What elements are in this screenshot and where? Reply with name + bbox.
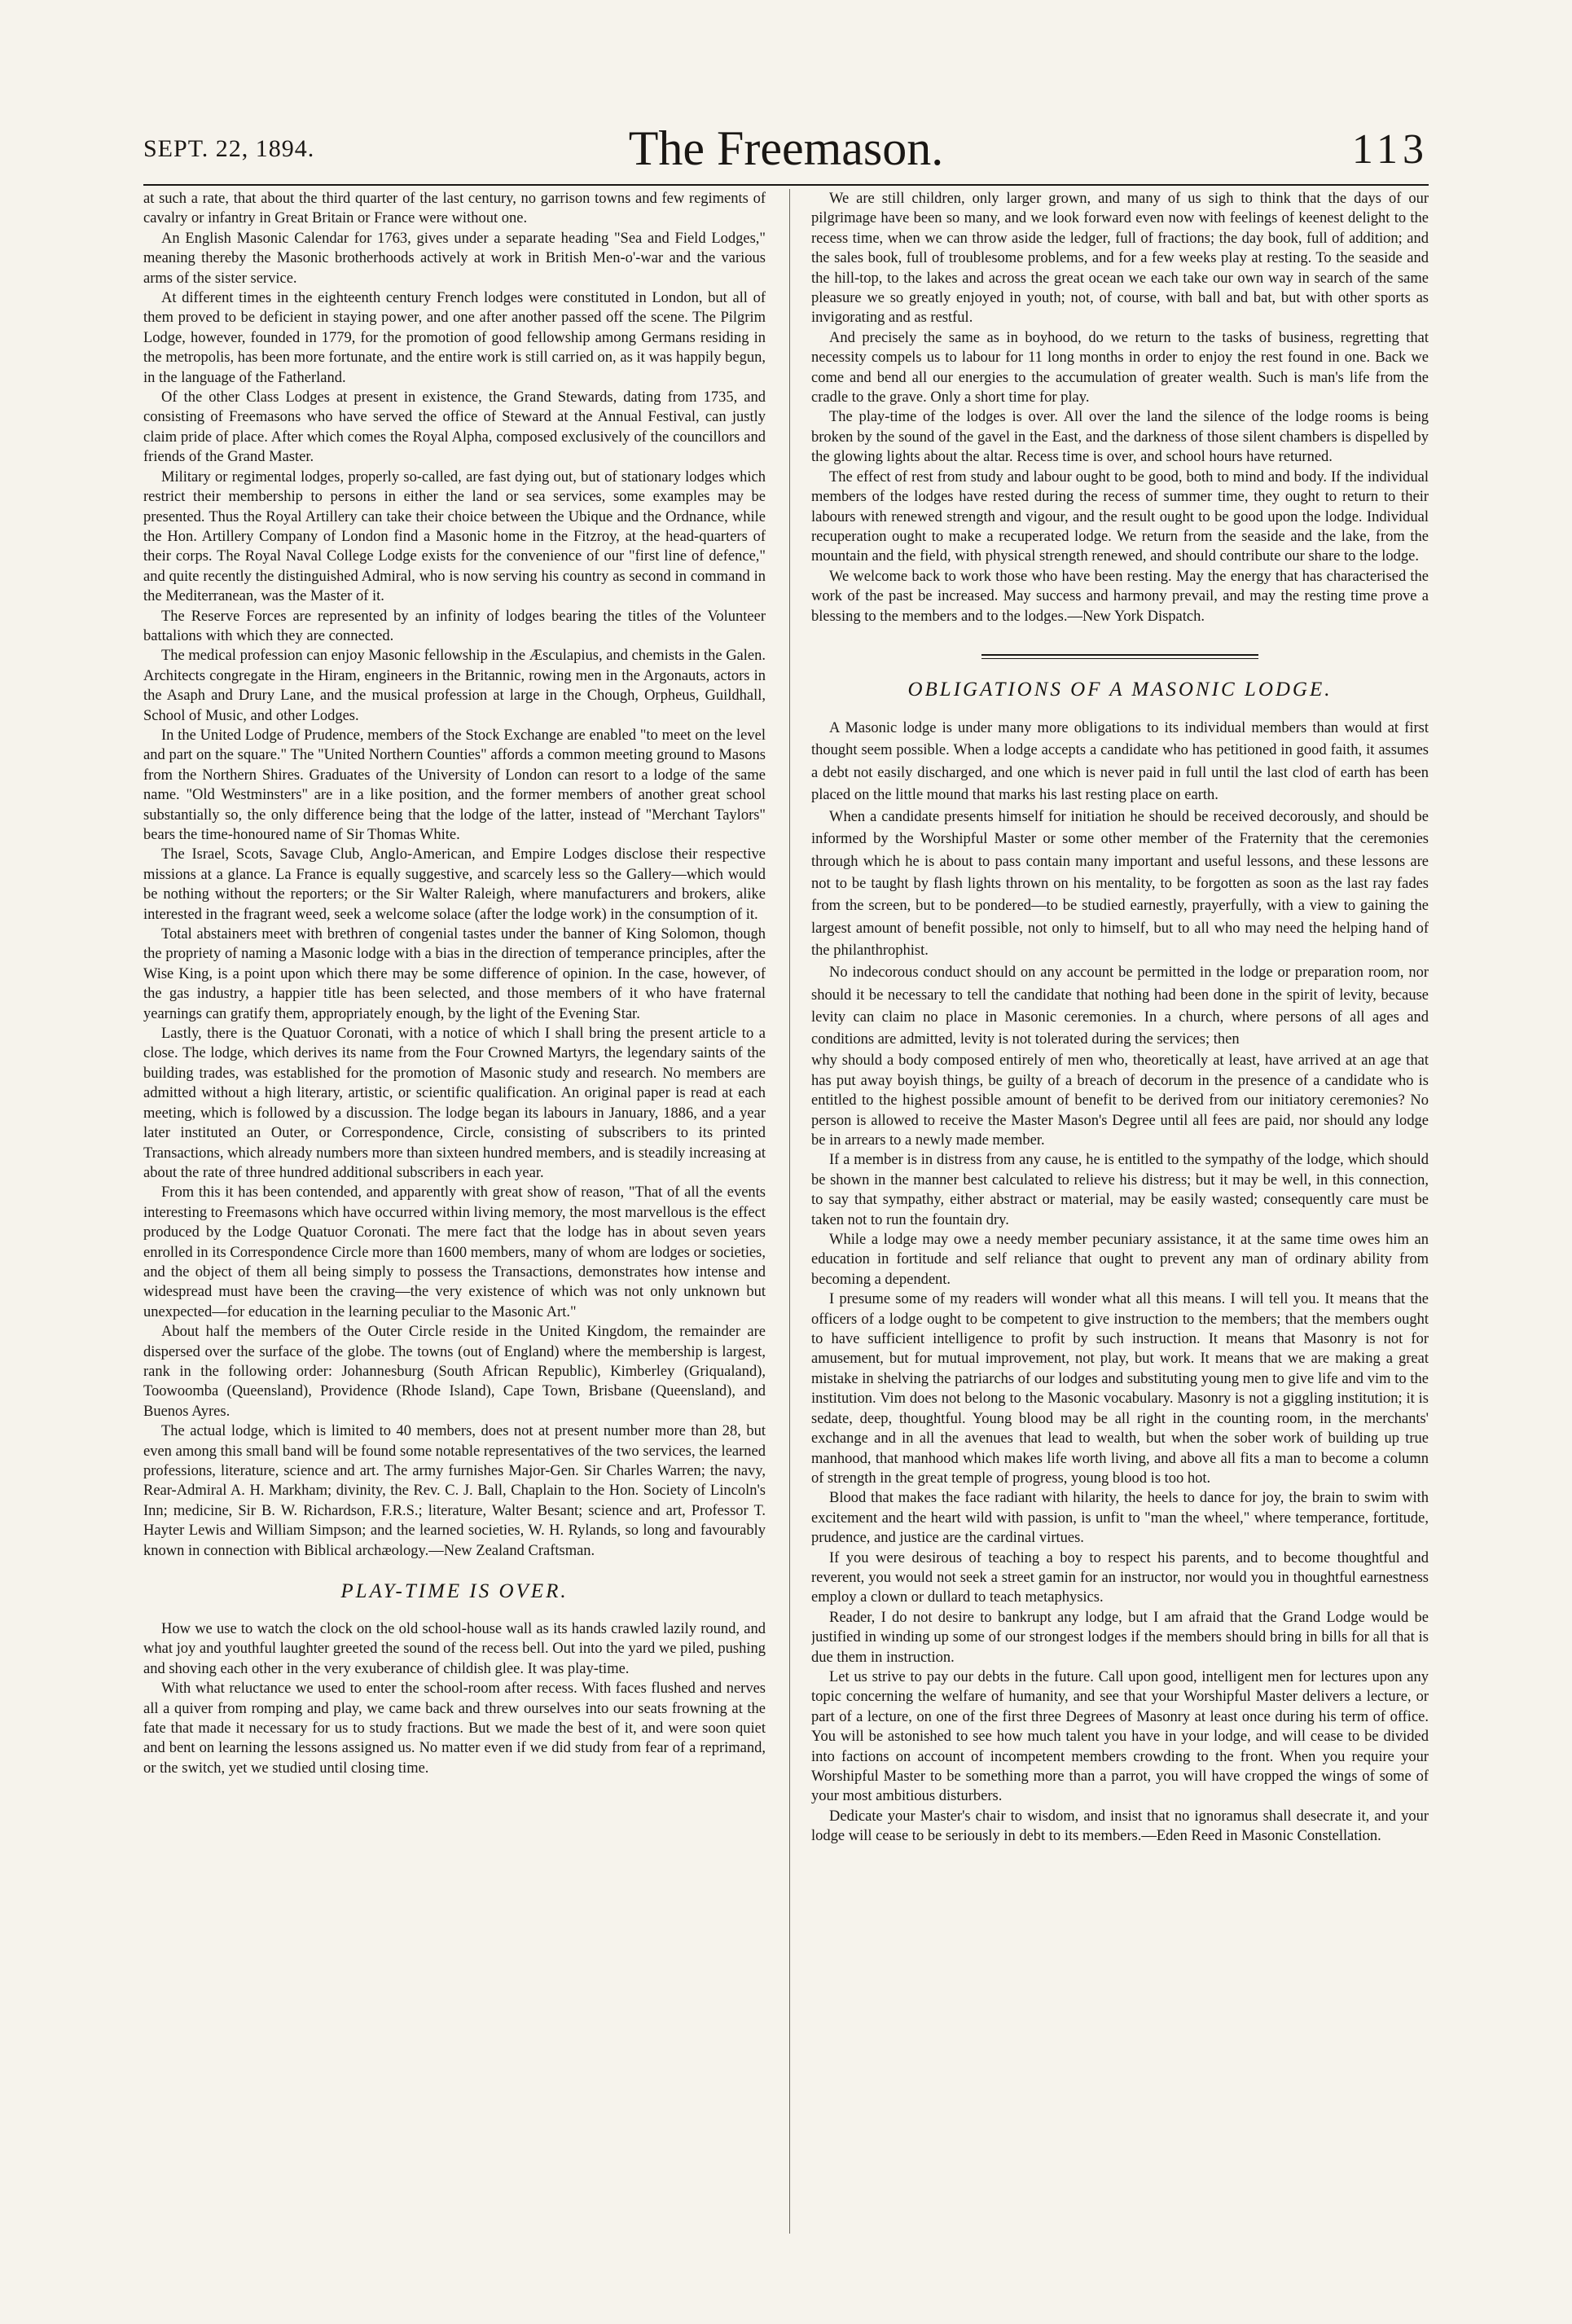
article-paragraph: why should a body composed entirely of men who, theoretically at least, have arrived at an age that has put away boyish things, be guilty of a breach of decorum in the presence of a candidate who is entitled to the highest possible amount of benefit to be derived from our initiatory ceremonies? No person is allowed to receive the Master Mason's Degree until all fees are paid, nor should any lodge be in arrears to a newly made member. [811, 1052, 1429, 1149]
article-paragraph: Lastly, there is the Quatuor Coronati, with a notice of which I shall bring the present article to a close. The lodge, which derives its name from the Four Crowned Martyrs, the legendary saints of the building trades, was established for the promotion of Masonic study and research. No members are admitted without a high literary, artistic, or scientific qualification. An original paper is read at each meeting, which is followed by a discussion. The lodge began its labours in January, 1886, and a year later instituted an Outer, or Correspondence, Circle, consisting of subscribers to its printed Transactions, which already numbers more than sixteen hundred members, and is steadily increasing at about the rate of three hundred additional subscribers in each year. [143, 1026, 766, 1181]
article-paragraph: While a lodge may owe a needy member pecuniary assistance, it at the same time owes him an education in fortitude and self reliance that ought to prevent any man of ordinary ability from becoming a dependent. [811, 1232, 1429, 1288]
article-paragraph: We are still children, only larger grown, and many of us sigh to think that the days of our pilgrimage have been so many, and we look forward even now with feelings of keenest delight to the recess time, when we can throw aside the ledger, full of fractions; the day book, full of addition; and the sales book, full of troublesome problems, and for a few weeks play at resting. To the seaside and the hill-top, to the lakes and across the great ocean we each take our own way in search of the same pleasure we so greatly enjoyed in youth; not, of course, with ball and bat, but with other sports as invigorating and as restful. [811, 191, 1429, 327]
obligations-intro [811, 718, 1429, 1051]
article-paragraph: The Reserve Forces are represented by an infinity of lodges bearing the titles of the Volunteer battalions with which they are connected. [143, 608, 766, 644]
article-paragraph: If a member is in distress from any cause, he is entitled to the sympathy of the lodge, which should be shown in the manner best calculated to relieve his distress; but it may be well, in this connection, to say that sympathy, either abstract or material, may be easily wasted; consequently care must be taken not to run the fountain dry. [811, 1152, 1429, 1228]
article-paragraph: Military or regimental lodges, properly so-called, are fast dying out, but of stationary lodges which restrict their membership to persons in either the land or sea services, some examples may be presented. Thus the Royal Artillery can take their choice between the Ubique and the Ordnance, while the Hon. Artillery Company of London find a Masonic home in the Fitzroy, at the head-quarters of their corps. The Royal Naval College Lodge exists for the convenience of our "first line of defence," and quite recently the distinguished Admiral, who is now serving his country as second in command in the Mediterranean, was the Master of it. [143, 468, 766, 605]
masthead-title: The Freemason. [628, 121, 944, 175]
article-paragraph: When a candidate presents himself for initiation he should be received decorously, and should be informed by the Worshipful Master or some other member of the Fraternity that the ceremonies through which he is about to pass contain many important and useful lessons, and these lessons are not to be taught by flash lights thrown on his mentality, to be forgotten as soon as the last ray fades from the screen, but to be pondered—to be studied earnestly, prayerfully, with a view to gaining the largest amount of benefit possible, not only to himself, but to all who may need the helping hand of the philanthrophist. [811, 809, 1429, 959]
article-paragraph: The play-time of the lodges is over. All over the land the silence of the lodge rooms is being broken by the sound of the gavel in the East, and the darkness of those silent chambers is dispelled by the glowing lights about the altar. Recess time is over, and school hours have returned. [811, 409, 1429, 466]
article-paragraph: No indecorous conduct should on any account be permitted in the lodge or preparation room, nor should it be necessary to tell the candidate that nothing had been done in the spirit of levity, because levity can claim no place in Masonic ceremonies. In a church, where persons of all ages and conditions are admitted, levity is not tolerated during the services; then [811, 964, 1429, 1048]
column-divider [789, 189, 790, 2234]
article-paragraph: At different times in the eighteenth century French lodges were constituted in London, but all of them proved to be deficient in staying power, and one after another passed off the scene. The Pilgrim Lodge, however, founded in 1779, for the promotion of good fellowship among Germans residing in the metropolis, has been more fortunate, and the entire work is still carried on, as it was happily begun, in the language of the Fatherland. [143, 290, 766, 386]
article-paragraph: An English Masonic Calendar for 1763, gives under a separate heading "Sea and Field Lodges," meaning thereby the Masonic brotherhoods actively at work in British Men-o'-war and the various arms of the sister service. [143, 230, 766, 287]
article-paragraph: In the United Lodge of Prudence, members of the Stock Exchange are enabled "to meet on the level and part on the square." The "United Northern Counties" affords a common meeting ground to Masons from the Northern Shires. Graduates of the University of London can resort to a lodge of the same name. "Old Westminsters" are in a like position, and the former members of another great school substantially so, the only difference being that the lodge of the latter, instead of "Merchant Taylors" bears the time-honoured name of Sir Thomas White. [143, 727, 766, 843]
article-paragraph: Reader, I do not desire to bankrupt any lodge, but I am afraid that the Grand Lodge would be justified in winding up some of our strongest lodges if the members should bring in bills for all that is due them in instruction. [811, 1609, 1429, 1666]
article-paragraph: How we use to watch the clock on the old school-house wall as its hands crawled lazily round, and what joy and youthful laughter greeted the sound of the recess bell. Out into the yard we piled, pushing and shoving each other in the very exuberance of childish glee. It was play-time. [143, 1621, 766, 1677]
article-paragraph: The actual lodge, which is limited to 40 members, does not at present number more than 28, but even among this small band will be found some notable representatives of the two services, the learned professions, literature, science and art. The army furnishes Major-Gen. Sir Charles Warren; the navy, Rear-Admiral A. H. Markham; divinity, the Rev. C. J. Ball, Chaplain to the Hon. Society of Lincoln's Inn; medicine, Sir B. W. Richardson, F.R.S.; literature, Walter Besant; science and art, Professor T. Hayter Lewis and William Simpson; and the learned societies, W. H. Rylands, so long and favourably known in connection with Biblical archæology.—New Zealand Craftsman. [143, 1423, 766, 1559]
article-paragraph: Total abstainers meet with brethren of congenial tastes under the banner of King Solomon, though the propriety of naming a Masonic lodge with a bias in the direction of temperance principles, after the Wise King, is a point upon which there may be some difference of opinion. In the case, however, of the gas industry, a happier title has been selected, and those members of it who have fraternal yearnings can gratify them, appropriately enough, by the light of the Evening Star. [143, 926, 766, 1022]
article-paragraph: at such a rate, that about the third quarter of the last century, no garrison towns and few regiments of cavalry or infantry in Great Britain or France were without one. [143, 191, 766, 227]
article-paragraph: A Masonic lodge is under many more obligations to its individual members than would at first thought seem possible. When a lodge accepts a candidate who has petitioned in good faith, it assumes a debt not easily discharged, and one which is never paid in full until the last clod of earth has been placed on the little mound that marks his last resting place on earth. [811, 719, 1429, 803]
article-paragraph: If you were desirous of teaching a boy to respect his parents, and to become thoughtful and reverent, you would not seek a street gamin for an instructor, nor would you in thoughtful earnestness employ a clown or dullard to teach metaphysics. [811, 1549, 1429, 1606]
page-header [143, 117, 1429, 182]
article-paragraph: From this it has been contended, and apparently with great show of reason, "That of all the events interesting to Freemasons which have occurred within living memory, the most marvellous is the effect produced by the Lodge Quatuor Coronati. The mere fact that the lodge has in about seven years enrolled in its Correspondence Circle more than 1600 members, many of whom are lodges or societies, and the object of them all being simply to possess the Transactions, demonstrates how intense and widespread must have been the craving—the very existence of which was not only unknown but unexpected—for education in the learning peculiar to the Masonic Art." [143, 1184, 766, 1320]
article-paragraph: About half the members of the Outer Circle reside in the United Kingdom, the remainder are dispersed over the surface of the globe. The towns (out of England) where the membership is largest, rank in the following order: Johannesburg (South African Republic), Kimberley (Griqualand), Toowoomba (Queensland), Providence (Rhode Island), Cape Town, Brisbane (Queensland), and Buenos Ayres. [143, 1324, 766, 1420]
obligations-heading: OBLIGATIONS OF A MASONIC LODGE. [907, 678, 1333, 701]
article-paragraph: We welcome back to work those who have been resting. May the energy that has characterised the work of the past be increased. May success and harmony prevail, and may the resting time prove a blessing to the members and to the lodges.—New York Dispatch. [811, 568, 1429, 625]
article-paragraph: Blood that makes the face radiant with hilarity, the heels to dance for joy, the brain to swim with excitement and the heart wild with passion, is unfit to "man the wheel," where temperance, fortitude, prudence, and justice are the cardinal virtues. [811, 1490, 1429, 1547]
article-paragraph: The medical profession can enjoy Masonic fellowship in the Æsculapius, and chemists in the Galen. Architects congregate in the Hiram, engineers in the Britannic, rowing men in the Argonauts, actors in the Asaph and Drury Lane, and the musical profession at large in the Chough, Orpheus, Guildhall, School of Music, and other Lodges. [143, 648, 766, 724]
right-column [811, 189, 1429, 2235]
left-column [143, 189, 766, 2235]
article-paragraph: With what reluctance we used to enter the school-room after recess. With faces flushed and nerves all a quiver from romping and play, we came back and threw ourselves into our seats frowning at the fate that made it necessary for us to study fractions. But we made the best of it, and were soon quiet and bent on learning the lessons assigned us. No matter even if we did study from fear of a reprimand, or the switch, yet we studied until closing time. [143, 1680, 766, 1777]
article-paragraph: And precisely the same as in boyhood, do we return to the tasks of business, regretting that necessity compels us to labour for 11 long months in order to enjoy the rest found in one. Back we come and bend all our energies to the accumulation of greater wealth. Such is man's life from the cradle to the grave. Only a short time for play. [811, 329, 1429, 406]
section-divider [981, 654, 1258, 659]
issue-date: SEPT. 22, 1894. [143, 135, 315, 162]
header-rule [143, 184, 1429, 186]
playtime-heading: PLAY-TIME IS OVER. [340, 1580, 569, 1603]
article-paragraph: Let us strive to pay our debts in the future. Call upon good, intelligent men for lectures upon any topic concerning the welfare of humanity, and see that your Worshipful Master delivers a lecture, or part of a lecture, on one of the first three Degrees of Masonry at least once during his term of office. You will be astonished to see how much talent you have in your lodge, and will cease to be divided into factions on account of incompetent members crowding to the front. When you require your Worshipful Master to be something more than a parrot, you will have cropped the wings of some of your most ambitious disturbers. [811, 1668, 1429, 1805]
article-paragraph: The effect of rest from study and labour ought to be good, both to mind and body. If the individual members of the lodges have rested during the recess of summer time, they ought to return to their labours with renewed strength and vigour, and the result ought to be good upon the lodge. Individual recuperation ought to make a recuperated lodge. We return from the seaside and the lake, from the mountain and the field, with physical strength renewed, and should contribute our share to the lodge. [811, 468, 1429, 565]
article-paragraph: Dedicate your Master's chair to wisdom, and insist that no ignoramus shall desecrate it, and your lodge will cease to be seriously in debt to its members.—Eden Reed in Masonic Constellation. [811, 1808, 1429, 1845]
article-paragraph: The Israel, Scots, Savage Club, Anglo-American, and Empire Lodges disclose their respective missions at a glance. La France is equally suggestive, and scarcely less so the Gallery—which would be nothing without the reporters; or the Sir Walter Raleigh, where manufacturers and brokers, alike interested in the fragrant weed, seek a welcome solace (after the lodge work) in the consumption of it. [143, 846, 766, 923]
article-paragraph: Of the other Class Lodges at present in existence, the Grand Stewards, dating from 1735, and consisting of Freemasons who have served the office of Steward at the Annual Festival, can justly claim pride of place. After which comes the Royal Alpha, composed exclusively of the councillors and friends of the Grand Master. [143, 389, 766, 466]
page-number: 113 [1351, 126, 1429, 173]
article-paragraph: I presume some of my readers will wonder what all this means. I will tell you. It means that the officers of a lodge ought to be competent to give instruction to the members; that the members ought to have sufficient intelligence to profit by such instruction. It means that Masonry is not for amusement, but for mutual improvement, not play, but work. It means that we are making a great mistake in shelving the patriarchs of our lodges and substituting young men to give life and vim to the institution. Vim does not belong to the Masonic vocabulary. Masonry is not a giggling institution; it is sedate, deep, thoughtful. Young blood may be all right in the counting room, in the merchants' exchange and in all the avenues that lead to wealth, but when the sober work of building up true manhood, that manhood which makes life worth living, and above all fits a man to become a column of strength in the great temple of progress, young blood is too hot. [811, 1291, 1429, 1487]
